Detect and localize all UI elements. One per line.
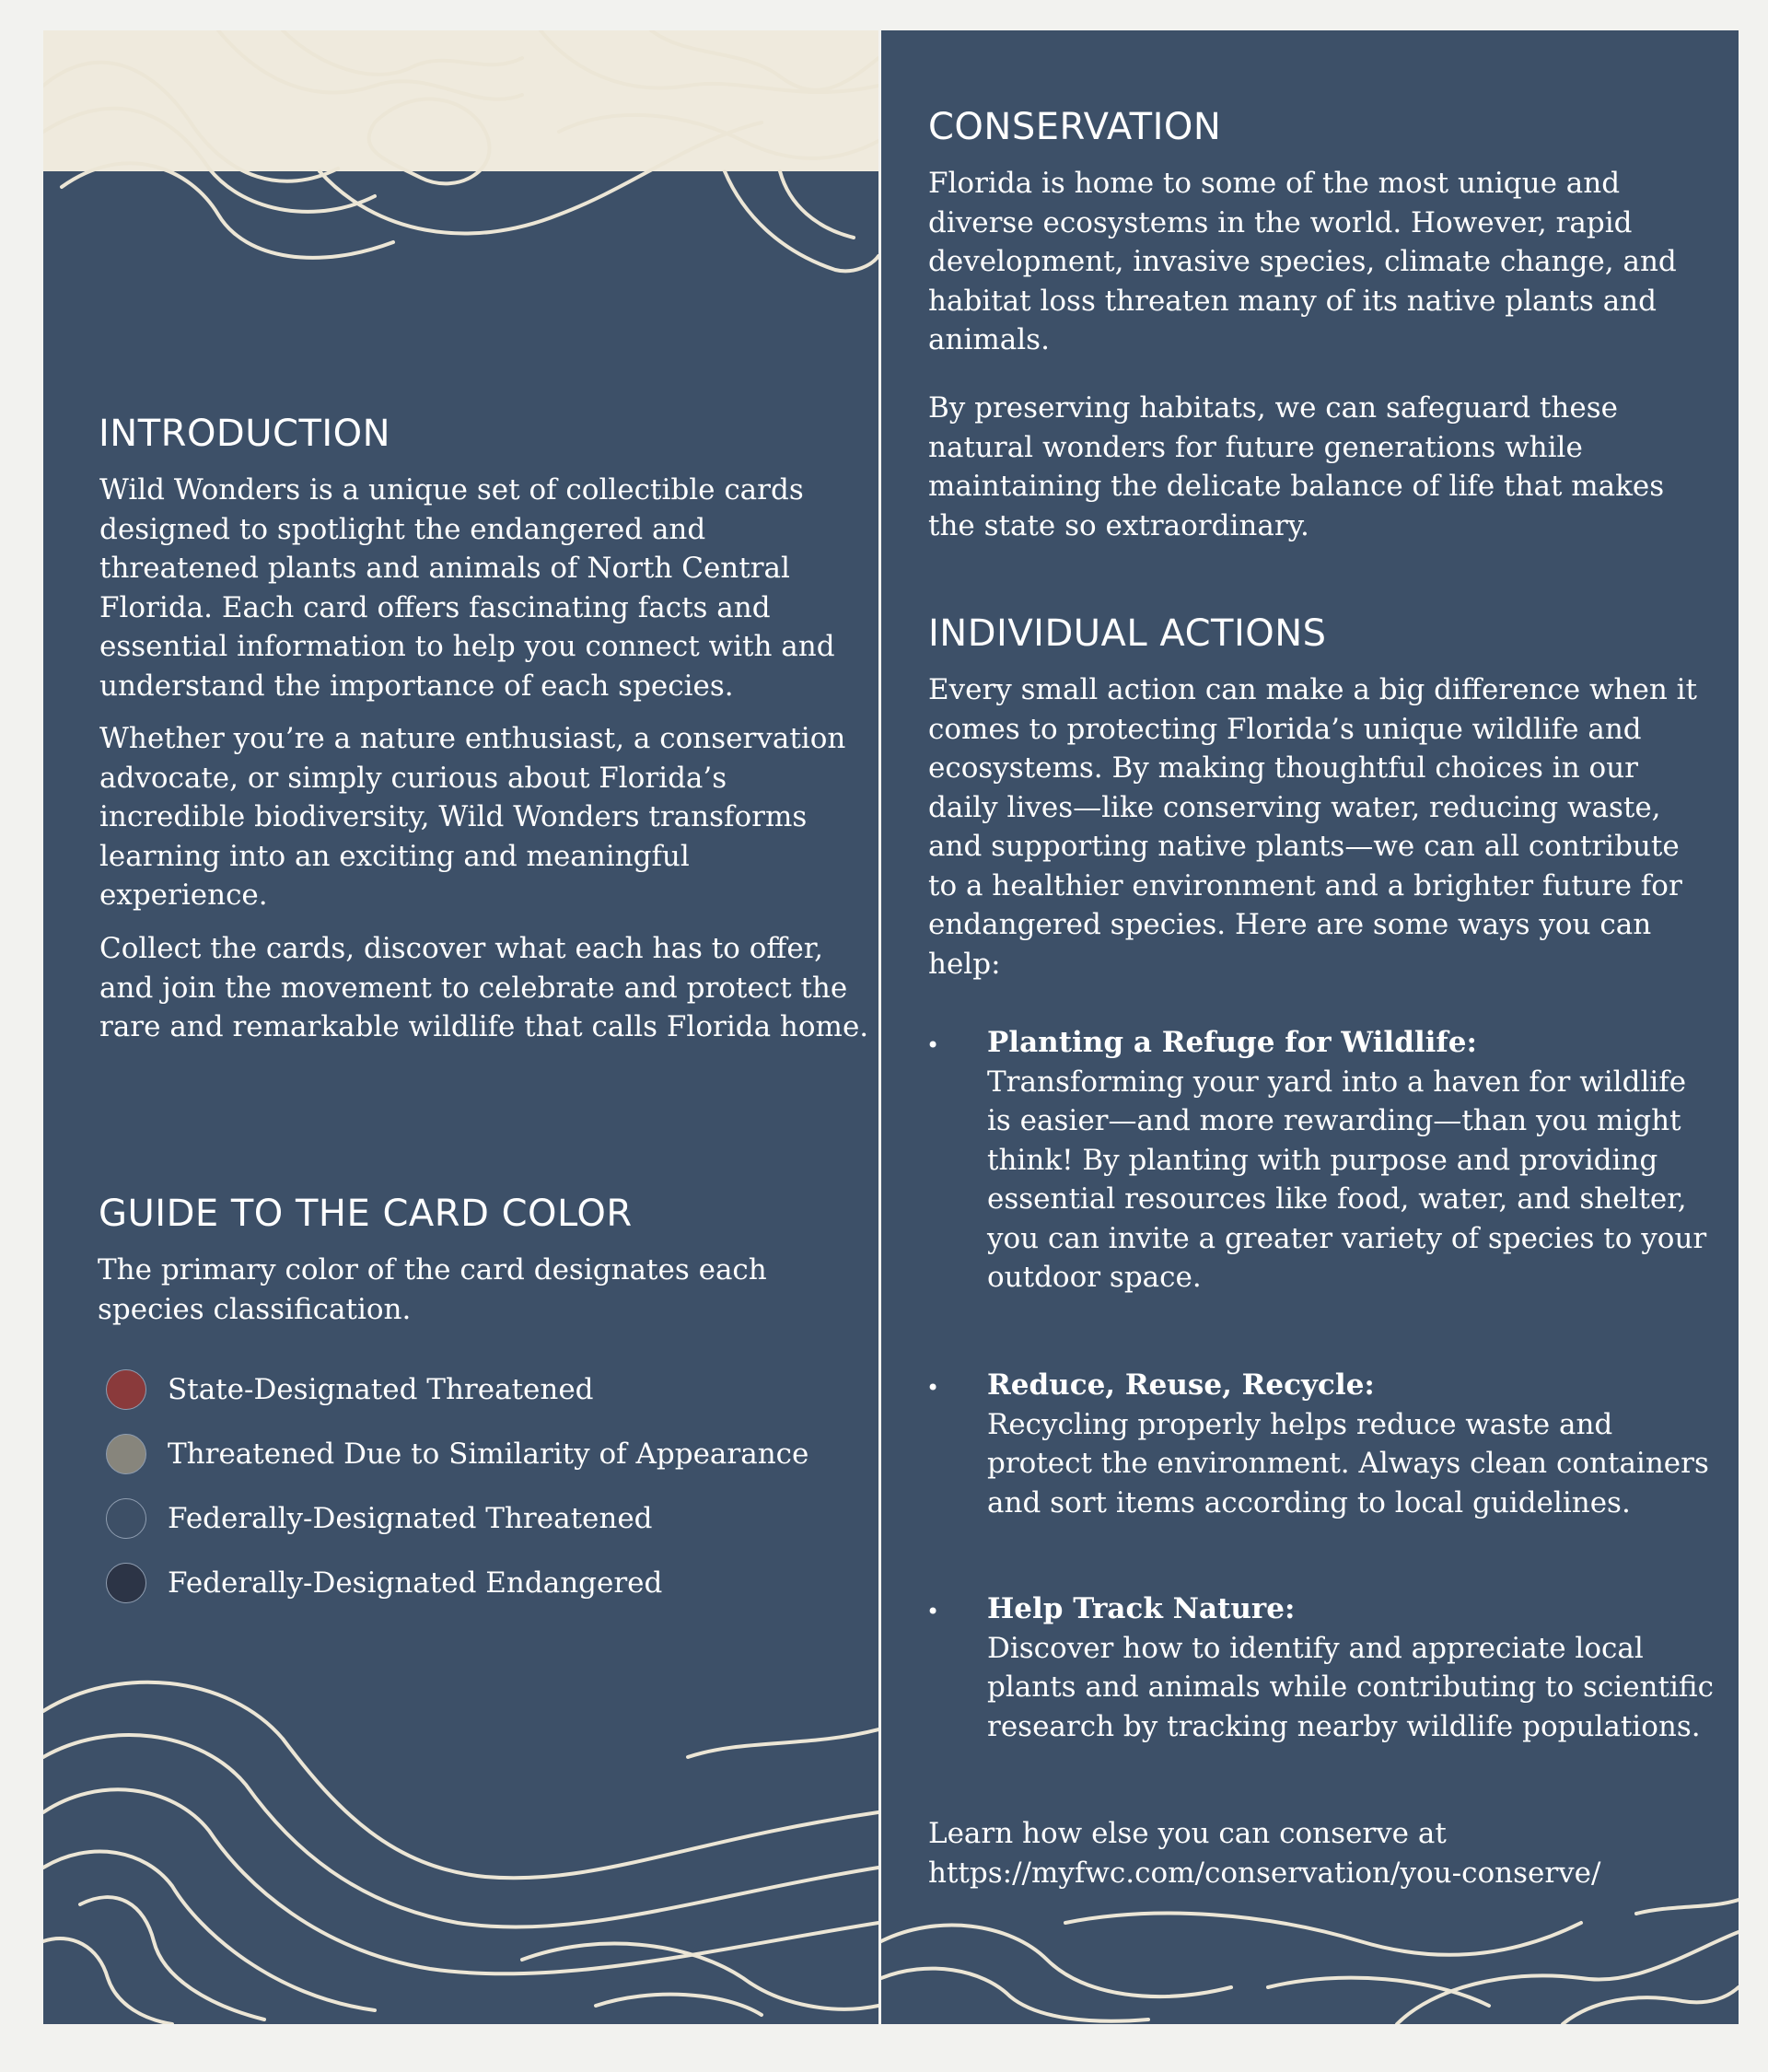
topographic-lines-bottom — [43, 1628, 878, 2024]
bullet-body: Discover how to identify and appreciate local plants and animals while contributing to scientific research by tracking nearby wildlife populations. — [987, 1631, 1714, 1743]
bullet-title: Reduce, Reuse, Recycle: — [987, 1368, 1375, 1402]
intro-paragraph-3: Collect the cards, discover what each has to offer, and join the movement to celebrate and protect the rare and remarkable wildlife that calls Florida home. — [99, 932, 869, 1043]
guide-description: The primary color of the card designates each species classification. — [98, 1253, 767, 1326]
bullet-title: Help Track Nature: — [987, 1592, 1296, 1625]
legend-item-state-threatened — [106, 1367, 594, 1413]
bullet-body: Transforming your yard into a haven for wildlife is easier—and more rewarding—than you might think! By planting with purpose and providing essential resources like food, water, and shelter, you can invite a greater variety of species to your outdoor space. — [987, 1065, 1707, 1294]
topographic-lines-bottom-right — [881, 1895, 1739, 2024]
conservation-paragraph-2: By preserving habitats, we can safeguard these natural wonders for future generations while maintaining the delicate balance of life that makes the state so extraordinary. — [928, 391, 1665, 542]
legend-item-federal-endangered — [106, 1560, 662, 1606]
topographic-lines-top — [43, 30, 878, 307]
introduction-heading: INTRODUCTION — [99, 413, 391, 455]
bullet-icon: • — [926, 1599, 940, 1624]
conservation-paragraph-1: Florida is home to some of the most unique and diverse ecosystems in the world. However, rapid development, invasive species, climate change, and habitat loss threaten many of its native plants and animals. — [928, 167, 1677, 356]
bullet-reduce-reuse-recycle — [987, 1366, 1715, 1522]
left-panel — [43, 30, 878, 2024]
actions-intro: Every small action can make a big difference when it comes to protecting Florida’s unique wildlife and ecosystems. By making thoughtful choices in our daily lives—like conserving water, reducing waste, and supporting native plants—we can all contribute to a healthier environment and a brighter future for endangered species. Here are some ways you can help: — [928, 673, 1698, 981]
gray-swatch-icon — [106, 1434, 146, 1474]
bullet-help-track-nature — [987, 1589, 1715, 1746]
red-swatch-icon — [106, 1369, 146, 1410]
guide-heading: GUIDE TO THE CARD COLOR — [99, 1193, 633, 1235]
intro-paragraph-2: Whether you’re a nature enthusiast, a conservation advocate, or simply curious about Florida’s incredible biodiversity, Wild Wonders transforms learning into an exciting and meaningful experience. — [99, 722, 846, 912]
conservation-heading: CONSERVATION — [928, 106, 1222, 148]
bullet-icon: • — [926, 1375, 940, 1401]
legend-label: State-Designated Threatened — [168, 1373, 594, 1406]
blue-swatch-icon — [106, 1498, 146, 1539]
bullet-planting-refuge — [987, 1023, 1715, 1298]
right-panel — [881, 30, 1739, 2024]
bullet-body: Recycling properly helps reduce waste and protect the environment. Always clean containers and sort items according to local guidelines. — [987, 1407, 1709, 1519]
legend-label: Threatened Due to Similarity of Appearance — [168, 1438, 809, 1471]
legend-label: Federally-Designated Threatened — [168, 1502, 653, 1535]
closing-link-text[interactable]: Learn how else you can conserve at https://myfwc.com/conservation/you-conserve/ — [928, 1817, 1601, 1890]
navy-swatch-icon — [106, 1563, 146, 1603]
bullet-title: Planting a Refuge for Wildlife: — [987, 1026, 1477, 1059]
legend-item-federal-threatened — [106, 1496, 653, 1542]
bullet-icon: • — [926, 1032, 940, 1058]
legend-item-similarity-appearance — [106, 1431, 808, 1477]
legend-label: Federally-Designated Endangered — [168, 1566, 663, 1600]
intro-paragraph-1: Wild Wonders is a unique set of collectible cards designed to spotlight the endangered and threatened plants and animals of North Central Florida. Each card offers fascinating facts and essential information to help you connect with and understand the importance of each species. — [99, 473, 835, 703]
individual-actions-heading: INDIVIDUAL ACTIONS — [928, 612, 1327, 655]
